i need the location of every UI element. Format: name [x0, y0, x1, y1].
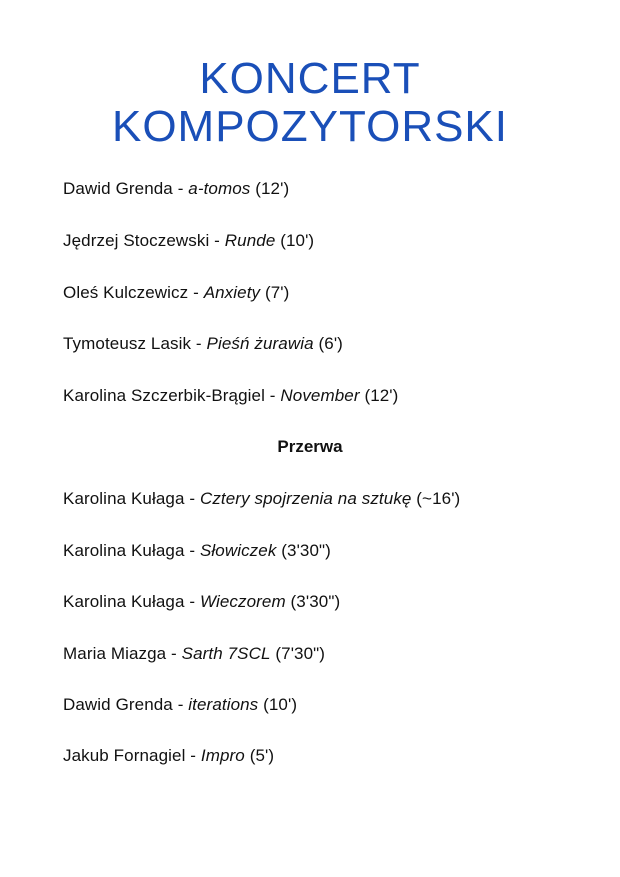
composer-name: Karolina Kułaga	[63, 541, 185, 560]
program-item: Dawid Grenda - iterations (10')	[63, 695, 298, 714]
program-item: Oleś Kulczewicz - Anxiety (7')	[63, 283, 290, 302]
duration: (10')	[263, 695, 298, 714]
intermission-label: Przerwa	[277, 437, 343, 456]
composer-name: Tymoteusz Lasik	[63, 334, 192, 353]
work-title: a-tomos	[188, 179, 251, 198]
work-title: Runde	[224, 231, 276, 250]
program-item: Dawid Grenda - a-tomos (12')	[63, 179, 290, 198]
program-item: Karolina Kułaga - Cztery spojrzenia na sztukę (~16')	[63, 489, 461, 508]
program-item: Jakub Fornagiel - Impro (5')	[63, 746, 275, 765]
work-title: iterations	[188, 695, 259, 714]
work-title: Impro	[200, 746, 245, 765]
duration: (12')	[364, 386, 399, 405]
composer-name: Karolina Kułaga	[63, 592, 185, 611]
duration: (3'30")	[290, 592, 341, 611]
work-title: Cztery spojrzenia na sztukę	[199, 489, 412, 508]
work-title: Sarth 7SCL	[181, 644, 271, 663]
duration: (7'30")	[275, 644, 326, 663]
page-title-line-1: KONCERT	[199, 54, 421, 103]
duration: (6')	[318, 334, 343, 353]
duration: (5')	[249, 746, 275, 765]
work-title: Anxiety	[203, 283, 261, 302]
work-title: Wieczorem	[199, 592, 286, 611]
duration: (7')	[264, 283, 290, 302]
composer-name: Karolina Szczerbik-Brągiel	[63, 386, 265, 405]
work-title: Pieśń żurawia	[206, 334, 314, 353]
composer-name: Oleś Kulczewicz	[63, 283, 189, 302]
duration: (~16')	[416, 489, 461, 508]
composer-name: Jędrzej Stoczewski	[63, 231, 210, 250]
work-title: November	[280, 386, 360, 405]
composer-name: Dawid Grenda	[63, 695, 173, 714]
program-item: Karolina Szczerbik-Brągiel - November (12')	[63, 386, 399, 405]
duration: (10')	[280, 231, 315, 250]
program-item: Tymoteusz Lasik - Pieśń żurawia (6')	[63, 334, 343, 353]
program-item: Karolina Kułaga - Wieczorem (3'30")	[63, 592, 341, 611]
duration: (3'30")	[281, 541, 331, 560]
program-item: Jędrzej Stoczewski - Runde (10')	[63, 231, 315, 250]
duration: (12')	[255, 179, 290, 198]
composer-name: Maria Miazga	[63, 644, 167, 663]
page-title-line-2: KOMPOZYTORSKI	[111, 102, 509, 151]
composer-name: Dawid Grenda	[63, 179, 173, 198]
program-item: Karolina Kułaga - Słowiczek (3'30")	[63, 541, 331, 560]
composer-name: Karolina Kułaga	[63, 489, 185, 508]
program-item: Maria Miazga - Sarth 7SCL (7'30")	[63, 644, 326, 663]
work-title: Słowiczek	[199, 541, 277, 560]
composer-name: Jakub Fornagiel	[63, 746, 186, 765]
